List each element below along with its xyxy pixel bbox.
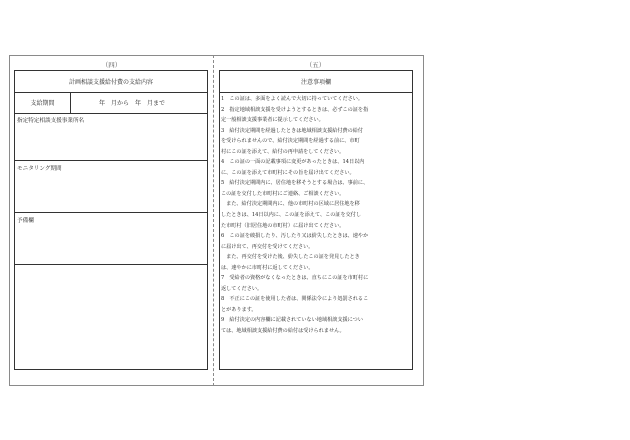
- note-line: 3 給付決定期間を経過したときは地域相談支援給付費の給付: [221, 127, 364, 134]
- provider-name-label: 指定特定相談支援事業所名: [17, 118, 85, 124]
- reserve-section: [15, 213, 207, 265]
- note-line: 定一般相談支援事業者に提示してください。: [221, 117, 324, 124]
- note-line: また、給付決定期間内に、他の市町村の区域に居住地を移: [221, 201, 360, 208]
- notes-list: [221, 94, 410, 337]
- monitoring-period-section: [15, 161, 207, 213]
- provider-name-section: [15, 113, 207, 161]
- notes-title: 注意事項欄: [220, 71, 412, 93]
- blank-section: [15, 265, 207, 369]
- note-line: を受けられませんので、給付決定期間を経過する前に、市町: [221, 138, 360, 145]
- note-line: 村にこの証を添えて、給付の再申請をしてください。: [221, 148, 345, 155]
- panel-number-four: （四）: [101, 61, 122, 69]
- note-line: ては、地域相談支援給付費の給付は受けられません。: [221, 328, 345, 335]
- note-line: 8 不正にこの証を使用した者は、関係法令により処罰されるこ: [221, 296, 369, 303]
- notes-table: [219, 70, 413, 370]
- note-line: に、この証を添えて市町村にその旨を届け出てください。: [221, 169, 355, 176]
- payment-period-value: 年 月から 年 月まで: [99, 100, 166, 107]
- note-line: に届け出て、再交付を受けてください。: [221, 243, 314, 250]
- note-line: た市町村（旧居住地の市町村）に届け出てください。: [221, 222, 345, 229]
- payment-period-label: 支給期間: [15, 92, 71, 113]
- panel-number-five: （五）: [305, 61, 326, 69]
- note-line: は、速やかに市町村に返してください。: [221, 264, 314, 271]
- reserve-label: 予備欄: [17, 218, 34, 224]
- note-line: 6 この証を破損したり、汚したり又は紛失したときは、速やか: [221, 233, 369, 240]
- benefit-content-title: 計画相談支援給付費の支給内容: [15, 71, 207, 93]
- note-line: この証を交付した市町村にご連絡、ご相談ください。: [221, 190, 345, 197]
- note-line: 4 この証の一面の記載事項に変更があったときは、14日以内: [221, 159, 365, 166]
- monitoring-period-label: モニタリング期間: [17, 166, 62, 172]
- note-line: 5 給付決定期間内に、居住地を移そうとする場合は、事前に、: [221, 180, 369, 187]
- note-line: 9 給付決定の内容欄に記載されていない地域相談支援につい: [221, 317, 363, 324]
- note-line: 1 この証は、多面をよく読んで大切に持っていてください。: [221, 96, 364, 102]
- note-line: 返してください。: [221, 285, 263, 292]
- fold-line: [213, 55, 214, 386]
- note-line: また、再交付を受けた後、紛失したこの証を発見したとき: [221, 254, 360, 261]
- payment-period-row: [15, 92, 207, 114]
- note-line: 7 受給者の資格がなくなったときは、直ちにこの証を市町村に: [221, 275, 369, 282]
- benefit-content-table: [14, 70, 208, 370]
- note-line: 2 指定地域相談支援を受けようとするときは、必ずこの証を指: [221, 106, 369, 113]
- note-line: とがあります。: [221, 306, 257, 313]
- note-line: したときは、14日以内に、この証を添えて、この証を交付し: [221, 212, 362, 219]
